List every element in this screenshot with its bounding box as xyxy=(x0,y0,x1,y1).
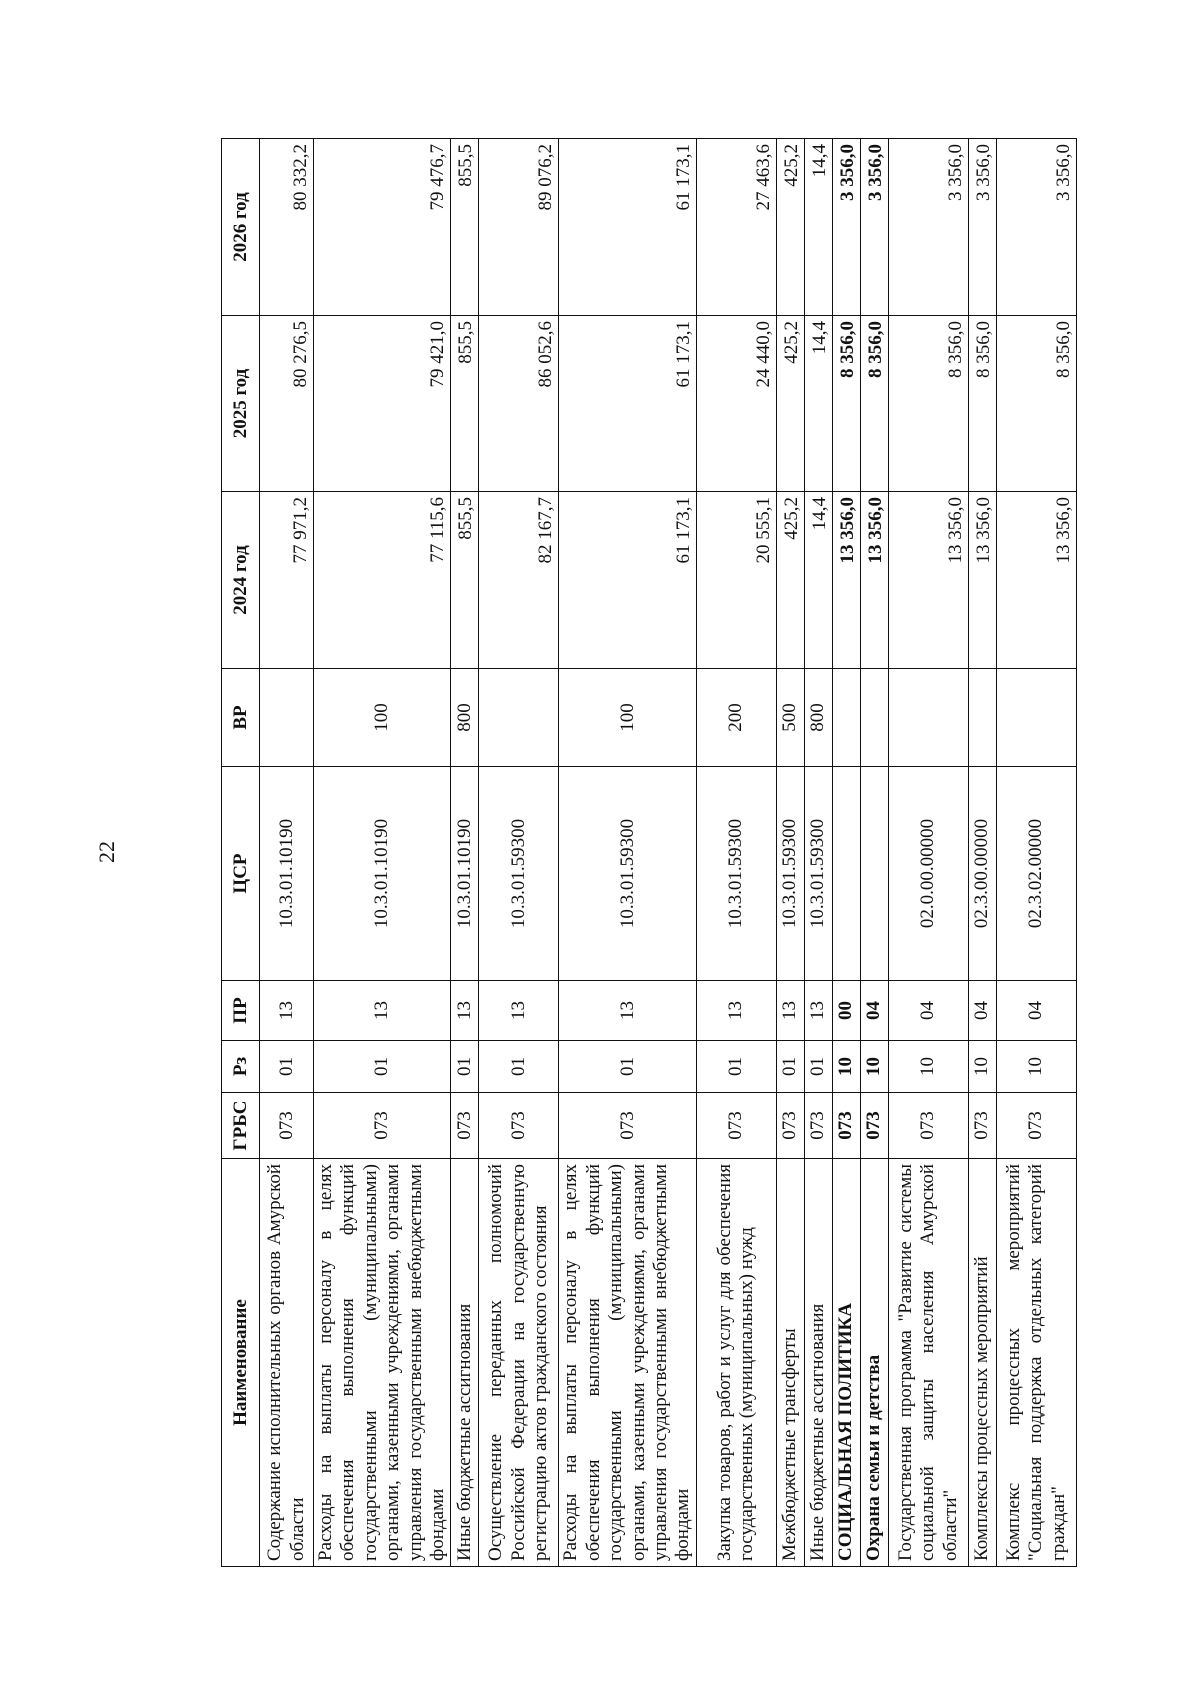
row-2024: 13 356,0 xyxy=(832,492,860,669)
row-csr: 02.3.02.00000 xyxy=(996,767,1076,981)
header-rz: Рз xyxy=(222,1041,260,1093)
row-rz: 10 xyxy=(860,1041,888,1093)
table-row xyxy=(451,139,479,1567)
row-grbs: 073 xyxy=(776,1093,804,1159)
row-vr: 800 xyxy=(804,669,832,767)
row-vr xyxy=(860,669,888,767)
row-csr: 10.3.01.10190 xyxy=(451,767,479,981)
row-rz: 01 xyxy=(479,1041,559,1093)
row-grbs: 073 xyxy=(860,1093,888,1159)
row-csr: 10.3.01.59300 xyxy=(696,767,776,981)
table-row xyxy=(314,139,451,1567)
row-vr: 200 xyxy=(696,669,776,767)
row-2025: 8 356,0 xyxy=(832,316,860,492)
row-rz: 01 xyxy=(260,1041,314,1093)
table-row xyxy=(696,139,776,1567)
header-csr: ЦСР xyxy=(222,767,260,981)
row-grbs: 073 xyxy=(968,1093,996,1159)
table-row xyxy=(559,139,696,1567)
row-2024: 20 555,1 xyxy=(696,492,776,669)
row-pr: 13 xyxy=(804,981,832,1041)
row-vr xyxy=(479,669,559,767)
row-2025: 24 440,0 xyxy=(696,316,776,492)
header-pr: ПР xyxy=(222,981,260,1041)
row-2026: 3 356,0 xyxy=(832,139,860,316)
header-vr: ВР xyxy=(222,669,260,767)
row-2025: 855,5 xyxy=(451,316,479,492)
row-2024: 855,5 xyxy=(451,492,479,669)
row-2026: 855,5 xyxy=(451,139,479,316)
row-rz: 10 xyxy=(832,1041,860,1093)
row-grbs: 073 xyxy=(996,1093,1076,1159)
row-grbs: 073 xyxy=(314,1093,451,1159)
row-csr: 10.3.01.59300 xyxy=(804,767,832,981)
row-2026: 3 356,0 xyxy=(996,139,1076,316)
row-rz: 01 xyxy=(451,1041,479,1093)
row-vr: 100 xyxy=(559,669,696,767)
row-grbs: 073 xyxy=(804,1093,832,1159)
header-name: Наименование xyxy=(222,1159,260,1567)
row-csr: 10.3.01.10190 xyxy=(260,767,314,981)
row-2024: 61 173,1 xyxy=(559,492,696,669)
table-row xyxy=(968,139,996,1567)
row-grbs: 073 xyxy=(888,1093,968,1159)
row-grbs: 073 xyxy=(696,1093,776,1159)
row-name: Государственная программа "Развитие системы социальной защиты населения Амурской области" xyxy=(888,1159,968,1567)
row-2024: 77 115,6 xyxy=(314,492,451,669)
row-csr xyxy=(860,767,888,981)
row-rz: 01 xyxy=(804,1041,832,1093)
table-row xyxy=(804,139,832,1567)
row-name: Охрана семьи и детства xyxy=(860,1159,888,1567)
row-name: Закупка товаров, работ и услуг для обеспечения государственных (муниципальных) нужд xyxy=(696,1159,776,1567)
row-rz: 01 xyxy=(776,1041,804,1093)
row-2026: 27 463,6 xyxy=(696,139,776,316)
row-name: Комплексы процессных мероприятий xyxy=(968,1159,996,1567)
row-vr: 800 xyxy=(451,669,479,767)
row-2026: 425,2 xyxy=(776,139,804,316)
row-name: Расходы на выплаты персоналу в целях обеспечения выполнения функций государственными (муниципальными) органами, казенными учреждениями, органами управления государственными внебюджетными фондами xyxy=(559,1159,696,1567)
row-2025: 61 173,1 xyxy=(559,316,696,492)
row-2024: 77 971,2 xyxy=(260,492,314,669)
row-pr: 00 xyxy=(832,981,860,1041)
row-2026: 3 356,0 xyxy=(888,139,968,316)
table-row xyxy=(776,139,804,1567)
table-row xyxy=(860,139,888,1567)
row-vr xyxy=(832,669,860,767)
row-2026: 14,4 xyxy=(804,139,832,316)
row-pr: 13 xyxy=(260,981,314,1041)
row-pr: 04 xyxy=(996,981,1076,1041)
row-pr: 13 xyxy=(696,981,776,1041)
header-2026: 2026 год xyxy=(222,139,260,316)
row-2024: 13 356,0 xyxy=(888,492,968,669)
table-row xyxy=(479,139,559,1567)
row-grbs: 073 xyxy=(479,1093,559,1159)
row-pr: 13 xyxy=(776,981,804,1041)
header-grbs: ГРБС xyxy=(222,1093,260,1159)
row-csr: 02.3.00.00000 xyxy=(968,767,996,981)
row-2025: 8 356,0 xyxy=(996,316,1076,492)
row-vr xyxy=(888,669,968,767)
row-vr: 500 xyxy=(776,669,804,767)
row-pr: 04 xyxy=(968,981,996,1041)
row-2025: 8 356,0 xyxy=(860,316,888,492)
row-vr: 100 xyxy=(314,669,451,767)
row-grbs: 073 xyxy=(832,1093,860,1159)
budget-table-container xyxy=(221,139,1074,1567)
row-2026: 3 356,0 xyxy=(968,139,996,316)
row-pr: 13 xyxy=(479,981,559,1041)
row-2026: 3 356,0 xyxy=(860,139,888,316)
row-grbs: 073 xyxy=(559,1093,696,1159)
row-2025: 425,2 xyxy=(776,316,804,492)
row-2024: 425,2 xyxy=(776,492,804,669)
row-name: Комплекс процессных мероприятий "Социальная поддержка отдельных категорий граждан" xyxy=(996,1159,1076,1567)
row-csr: 10.3.01.59300 xyxy=(479,767,559,981)
row-csr: 10.3.01.59300 xyxy=(776,767,804,981)
row-pr: 04 xyxy=(860,981,888,1041)
row-csr: 10.3.01.59300 xyxy=(559,767,696,981)
row-rz: 10 xyxy=(968,1041,996,1093)
row-rz: 10 xyxy=(996,1041,1076,1093)
row-name: Расходы на выплаты персоналу в целях обеспечения выполнения функций государственными (муниципальными) органами, казенными учреждениями, органами управления государственными внебюджетными фондами xyxy=(314,1159,451,1567)
row-grbs: 073 xyxy=(260,1093,314,1159)
row-2026: 79 476,7 xyxy=(314,139,451,316)
row-name: Содержание исполнительных органов Амурской области xyxy=(260,1159,314,1567)
table-row xyxy=(888,139,968,1567)
row-rz: 01 xyxy=(696,1041,776,1093)
row-2024: 82 167,7 xyxy=(479,492,559,669)
row-grbs: 073 xyxy=(451,1093,479,1159)
row-2025: 86 052,6 xyxy=(479,316,559,492)
table-row xyxy=(996,139,1076,1567)
row-2026: 89 076,2 xyxy=(479,139,559,316)
row-name: Иные бюджетные ассигнования xyxy=(451,1159,479,1567)
row-vr xyxy=(996,669,1076,767)
row-name: СОЦИАЛЬНАЯ ПОЛИТИКА xyxy=(832,1159,860,1567)
table-row xyxy=(832,139,860,1567)
row-pr: 13 xyxy=(451,981,479,1041)
row-name: Иные бюджетные ассигнования xyxy=(804,1159,832,1567)
row-2024: 13 356,0 xyxy=(996,492,1076,669)
row-pr: 13 xyxy=(314,981,451,1041)
row-2026: 80 332,2 xyxy=(260,139,314,316)
row-2025: 79 421,0 xyxy=(314,316,451,492)
row-2024: 13 356,0 xyxy=(860,492,888,669)
row-2024: 14,4 xyxy=(804,492,832,669)
row-vr xyxy=(260,669,314,767)
row-rz: 10 xyxy=(888,1041,968,1093)
row-2025: 14,4 xyxy=(804,316,832,492)
row-pr: 13 xyxy=(559,981,696,1041)
row-name: Межбюджетные трансферты xyxy=(776,1159,804,1567)
row-2025: 8 356,0 xyxy=(968,316,996,492)
row-2026: 61 173,1 xyxy=(559,139,696,316)
header-2025: 2025 год xyxy=(222,316,260,492)
row-vr xyxy=(968,669,996,767)
header-row xyxy=(222,139,260,1567)
row-rz: 01 xyxy=(314,1041,451,1093)
row-csr xyxy=(832,767,860,981)
row-name: Осуществление переданных полномочий Российской Федерации на государственную регистрацию актов гражданского состояния xyxy=(479,1159,559,1567)
table-row xyxy=(260,139,314,1567)
row-csr: 10.3.01.10190 xyxy=(314,767,451,981)
row-2025: 80 276,5 xyxy=(260,316,314,492)
budget-table xyxy=(221,138,1077,1567)
header-2024: 2024 год xyxy=(222,492,260,669)
row-pr: 04 xyxy=(888,981,968,1041)
row-2025: 8 356,0 xyxy=(888,316,968,492)
row-csr: 02.0.00.00000 xyxy=(888,767,968,981)
row-rz: 01 xyxy=(559,1041,696,1093)
page-number: 22 xyxy=(94,841,119,863)
row-2024: 13 356,0 xyxy=(968,492,996,669)
